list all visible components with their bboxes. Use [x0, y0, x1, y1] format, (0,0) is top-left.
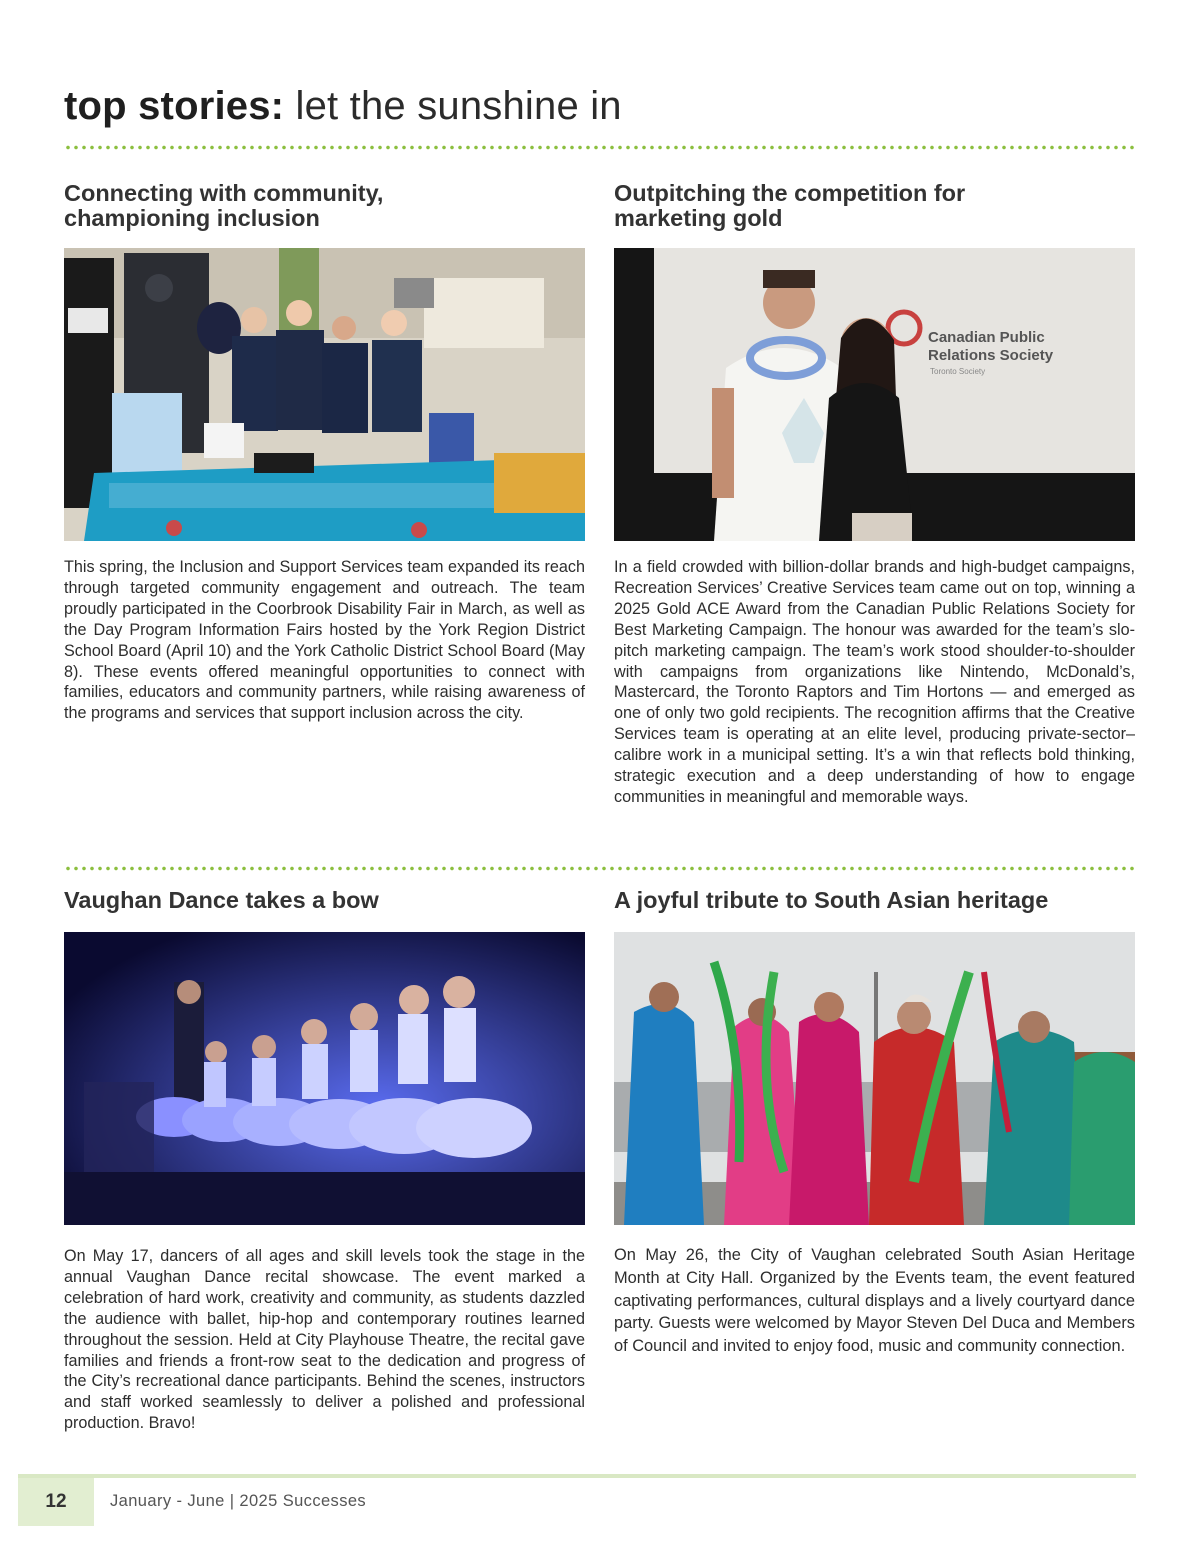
photo-dance-recital-image: [64, 932, 585, 1225]
cprs-logo-text-line3: Toronto Society: [930, 367, 986, 376]
dotted-divider-top: [64, 145, 1136, 150]
footer-text: January - June | 2025 Successes: [110, 1492, 367, 1510]
photo-heritage-celebration: [614, 932, 1135, 1225]
dotted-divider-middle: [64, 866, 1136, 871]
photo-award-ceremony-image: [614, 248, 1135, 541]
story-south-asian-heritage: [614, 888, 1135, 1468]
cprs-logo-text-line2: Relations Society: [928, 347, 1054, 364]
photo-community-fair: [64, 248, 585, 541]
story-body: On May 17, dancers of all ages and skill levels took the stage in the annual Vaughan Dance recital showcase. The event marked a celebration of hard work, creativity and community, as students dazzled the audience with ballet, hip-hop and contemporary routines learned throughout the session. Held at City Playhouse Theatre, the recital gave families and friends a front-row seat to the dedication and progress of the City’s recreational dance participants. Behind the scenes, instructors and staff worked seamlessly to deliver a polished and professional production. Bravo!: [64, 1247, 585, 1433]
story-headline: A joyful tribute to South Asian heritage: [614, 887, 1049, 913]
story-body: On May 26, the City of Vaughan celebrated South Asian Heritage Month at City Hall. Organized by the Events team, the event featured captivating performances, cultural displays and a lively courtyard dance party. Guests were welcomed by Mayor Steven Del Duca and Members of Council and invited to enjoy food, music and community connection.: [614, 1246, 1135, 1356]
story-body: This spring, the Inclusion and Support Services team expanded its reach through targeted community engagement and outreach. The team proudly participated in the Coorbrook Disability Fair in March, as well as the Day Program Information Fairs hosted by the York Region District School Board (April 10) and the York Catholic District School Board (May 8). These events offered meaningful opportunities to connect with families, educators and community partners, while raising awareness of the programs and services that support inclusion across the city.: [64, 558, 585, 723]
story-headline: Vaughan Dance takes a bow: [64, 887, 379, 913]
page-title-bold: top stories:: [64, 84, 285, 128]
page-title-rest: let the sunshine in: [284, 84, 622, 128]
cprs-logo-text-line1: Canadian Public: [928, 329, 1045, 346]
story-headline: Connecting with community, championing inclusion: [64, 180, 384, 231]
page-number: 12: [18, 1478, 94, 1526]
story-headline: Outpitching the competition for marketing gold: [614, 180, 966, 231]
photo-award-ceremony: [614, 248, 1135, 541]
photo-community-fair-image: [64, 248, 585, 541]
story-body: In a field crowded with billion-dollar brands and high-budget campaigns, Recreation Services’ Creative Services team came out on top, winning a 2025 Gold ACE Award from the Canadian Public Relations Society for Best Marketing Campaign. The honour was awarded for the team’s slo-pitch marketing campaign. The team’s work stood shoulder-to-shoulder with campaigns from organizations like Nintendo, McDonald’s, Mastercard, the Toronto Raptors and Tim Hortons — and emerged as one of only two gold recipients. The recognition affirms that the Creative Services team is operating at an elite level, producing private-sector–calibre work in a municipal setting. It’s a win that reflects bold thinking, strategic execution and a deep understanding of how to engage communities in meaningful and memorable ways.: [614, 558, 1135, 806]
footer-rule: [18, 1474, 1136, 1478]
photo-heritage-celebration-image: [614, 932, 1135, 1225]
story-vaughan-dance: [64, 888, 585, 1468]
photo-dance-recital: [64, 932, 585, 1225]
page-title: [64, 84, 622, 129]
story-marketing-gold: [614, 181, 1135, 841]
story-inclusion: [64, 181, 585, 781]
